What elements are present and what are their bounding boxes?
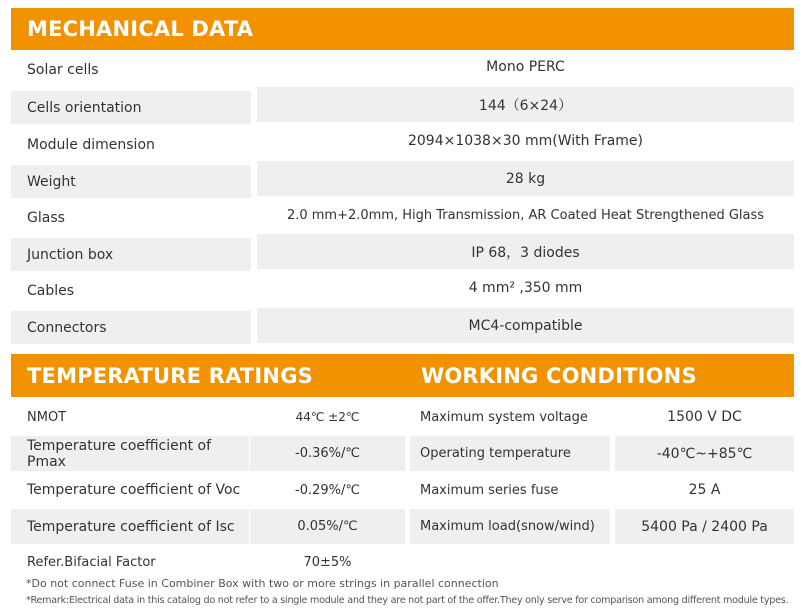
- temp-row-value-voc: -0.29%/℃: [295, 482, 360, 498]
- mech-row-value-cables: 4 mm² ,350 mm: [468, 280, 583, 296]
- mech-row-label-solar-cells: Solar cells: [27, 62, 99, 78]
- temp-row-label-nmot: NMOT: [27, 409, 67, 425]
- mech-row-label-cables: Cables: [27, 282, 75, 299]
- temp-row-label-voc: Temperature coefficient of Voc: [27, 482, 241, 498]
- work-row-value-max-series-fuse: 25 A: [688, 482, 721, 498]
- temp-row-value-bifacial: 70±5%: [303, 554, 352, 570]
- work-row-value-operating-temperature: -40℃~+85℃: [615, 436, 794, 471]
- mechanical-data-title: MECHANICAL DATA: [27, 17, 254, 41]
- mech-row-label-junction-box: Junction box: [11, 238, 251, 271]
- mech-row-label-connectors: Connectors: [11, 311, 251, 344]
- mech-row-value-connectors: MC4-compatible: [257, 308, 794, 343]
- mech-row-label-glass: Glass: [27, 209, 65, 226]
- fuse-footnote: *Do not connect Fuse in Combiner Box with two or more strings in parallel connection: [26, 577, 499, 590]
- mech-row-value-junction-box: IP 68，3 diodes: [257, 234, 794, 269]
- temp-row-value-nmot: 44℃ ±2℃: [295, 410, 360, 424]
- mech-row-label-weight: Weight: [11, 165, 251, 198]
- mech-row-value-cells-orientation: 144（6×24）: [257, 87, 794, 122]
- mech-row-label-module-dimension: Module dimension: [27, 136, 155, 153]
- temp-row-label-isc: Temperature coefficient of Isc: [11, 509, 249, 544]
- work-row-value-max-system-voltage: 1500 V DC: [667, 409, 742, 425]
- mech-row-value-solar-cells: Mono PERC: [486, 59, 565, 75]
- temp-row-label-pmax: Temperature coefficient of Pmax: [11, 436, 249, 471]
- temp-row-value-pmax: -0.36%/℃: [250, 436, 405, 471]
- work-row-label-operating-temperature: Operating temperature: [410, 436, 610, 471]
- mech-row-value-weight: 28 kg: [257, 161, 794, 196]
- working-conditions-title: WORKING CONDITIONS: [421, 363, 697, 388]
- work-row-label-max-series-fuse: Maximum series fuse: [420, 482, 559, 498]
- lower-section-header: [11, 354, 794, 397]
- temperature-ratings-title: TEMPERATURE RATINGS: [27, 363, 313, 388]
- work-row-value-max-load: 5400 Pa / 2400 Pa: [615, 509, 794, 544]
- mech-row-label-cells-orientation: Cells orientation: [11, 91, 251, 124]
- remark-footnote: *Remark:Electrical data in this catalog do not refer to a single module and they are not part of the offer.They only serve for comparison among different module types.: [26, 595, 789, 606]
- mechanical-data-header: [11, 8, 794, 50]
- temp-row-label-bifacial: Refer.Bifacial Factor: [27, 554, 156, 570]
- mech-row-value-module-dimension: 2094×1038×30 mm(With Frame): [407, 133, 644, 149]
- temp-row-value-isc: 0.05%/℃: [250, 509, 405, 544]
- work-row-label-max-system-voltage: Maximum system voltage: [420, 409, 588, 425]
- mech-row-value-glass: 2.0 mm+2.0mm, High Transmission, AR Coated Heat Strengthened Glass: [286, 207, 765, 223]
- work-row-label-max-load: Maximum load(snow/wind): [410, 509, 610, 544]
